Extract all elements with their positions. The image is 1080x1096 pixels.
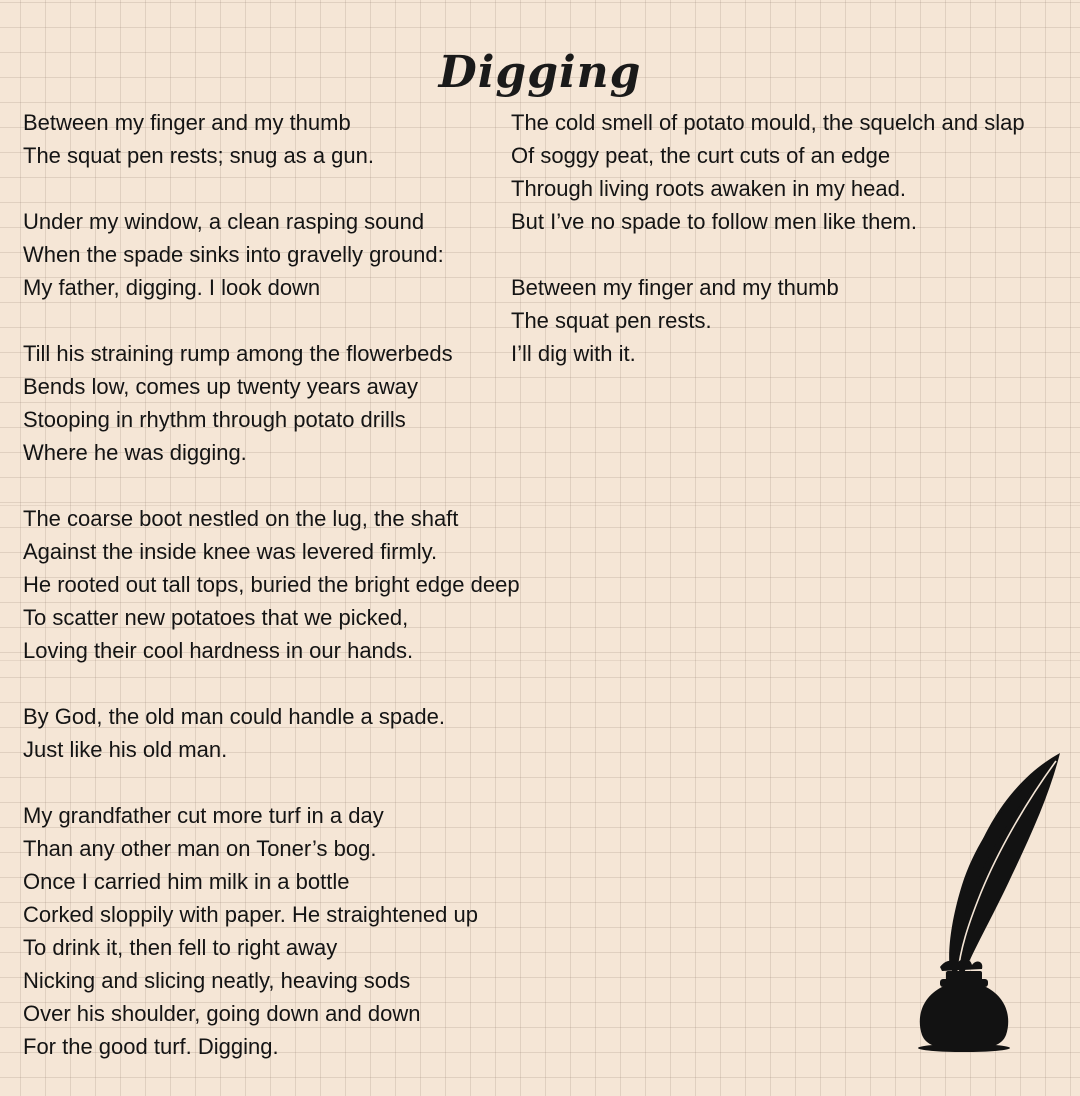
poem-line: By God, the old man could handle a spade.	[23, 704, 445, 729]
poem-line: I’ll dig with it.	[511, 341, 636, 366]
poem-title: Digging	[438, 47, 642, 99]
poem-line: The squat pen rests.	[511, 308, 712, 333]
stanza	[511, 271, 1076, 370]
poem-line: The cold smell of potato mould, the squelch and slap	[511, 110, 1025, 135]
inkwell-base	[918, 1044, 1010, 1052]
poem-line: Under my window, a clean rasping sound	[23, 209, 425, 234]
quill-inkwell-icon	[900, 745, 1070, 1055]
inkwell-collar	[940, 979, 988, 987]
poem-line: Till his straining rump among the flowerbeds	[23, 341, 453, 366]
poem-line: Through living roots awaken in my head.	[511, 176, 906, 201]
poem-line: He rooted out tall tops, buried the bright edge deep	[23, 572, 520, 597]
poem-line: When the spade sinks into gravelly ground:	[23, 242, 444, 267]
poem-column-right	[511, 106, 1076, 403]
poem-line: Between my finger and my thumb	[23, 110, 351, 135]
stanza	[23, 799, 503, 1063]
poem-line: Against the inside knee was levered firmly.	[23, 539, 438, 564]
poem-line: Loving their cool hardness in our hands.	[23, 638, 414, 663]
poem-line: The squat pen rests; snug as a gun.	[23, 143, 375, 168]
inkwell-body	[920, 987, 1008, 1049]
poem-line: But I’ve no spade to follow men like them.	[511, 209, 917, 234]
poem-line: To drink it, then fell to right away	[23, 935, 338, 960]
stanza	[23, 502, 520, 667]
poem-line: Once I carried him milk in a bottle	[23, 869, 350, 894]
stanza	[23, 700, 503, 766]
poem-line: The coarse boot nestled on the lug, the shaft	[23, 506, 459, 531]
poem-line: My father, digging. I look down	[23, 275, 321, 300]
stanza	[23, 205, 503, 304]
stanza	[511, 106, 1076, 238]
poem-line: Stooping in rhythm through potato drills	[23, 407, 406, 432]
poem-line: Bends low, comes up twenty years away	[23, 374, 418, 399]
poem-line: My grandfather cut more turf in a day	[23, 803, 384, 828]
poem-line: Just like his old man.	[23, 737, 228, 762]
poem-line: Nicking and slicing neatly, heaving sods	[23, 968, 411, 993]
poem-line: For the good turf. Digging.	[23, 1034, 279, 1059]
poem-line: Of soggy peat, the curt cuts of an edge	[511, 143, 891, 168]
poem-line: To scatter new potatoes that we picked,	[23, 605, 409, 630]
poem-line: Where he was digging.	[23, 440, 247, 465]
stanza	[23, 106, 503, 172]
poem-column-left	[23, 106, 520, 1096]
poem-line: Over his shoulder, going down and down	[23, 1001, 421, 1026]
poem-line: Corked sloppily with paper. He straightened up	[23, 902, 478, 927]
inkwell-top-wisps	[940, 959, 982, 971]
poem-line: Than any other man on Toner’s bog.	[23, 836, 377, 861]
feather-vane	[952, 753, 1060, 976]
stanza	[23, 337, 503, 469]
poem-line: Between my finger and my thumb	[511, 275, 839, 300]
